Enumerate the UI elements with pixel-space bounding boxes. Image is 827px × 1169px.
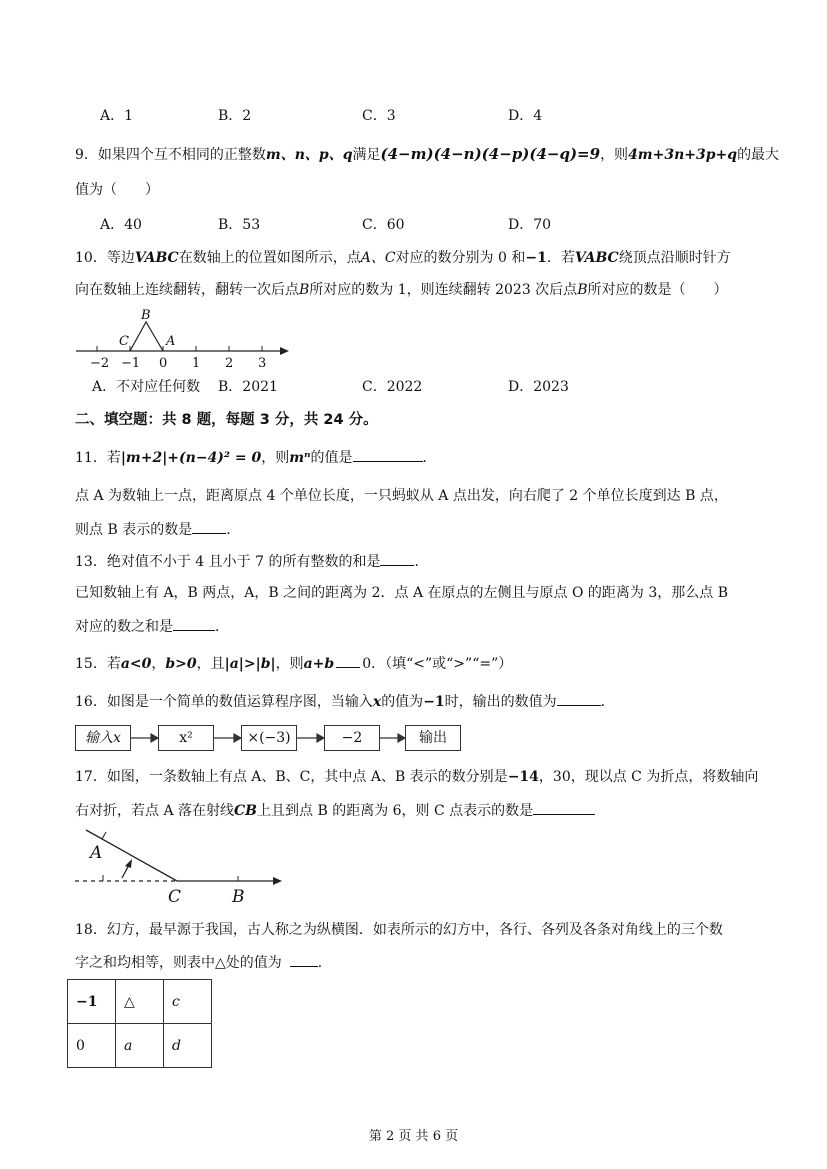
q12-text: ． [226, 522, 241, 538]
q9-text: 满足 [352, 147, 381, 163]
table-cell: 0 [68, 1024, 116, 1068]
q9-number: 9． [75, 147, 98, 163]
q10-option-c: C．2022 [362, 379, 423, 395]
flow-box-minus: −2 [324, 725, 380, 751]
q15-condition: b>0 [165, 656, 197, 672]
q15-text: ，且 [196, 656, 225, 672]
q9-line1 [75, 144, 779, 165]
q15-text: ， [151, 656, 166, 672]
tick-a [102, 832, 106, 839]
q10-text: 向在数轴上连续翻转，翻转一次后点 [75, 282, 299, 298]
q17-text: 如图，一条数轴上有点 A、B、C，其中点 A、B 表示的数分别是 [106, 769, 508, 785]
q10-point: B [299, 282, 310, 298]
q10-text: 所对应的数为 1，则连续翻转 2023 次后点 [309, 282, 578, 298]
q10-point: B [577, 282, 588, 298]
q9-option-a: A．40 [100, 217, 142, 233]
q17-line2 [75, 800, 595, 821]
q9-line2: 值为（ ） [75, 182, 159, 198]
answer-blank[interactable] [380, 551, 414, 566]
table-cell: △ [116, 980, 164, 1024]
q9-condition: (4−m)(4−n)(4−p)(4−q)=9 [380, 145, 601, 163]
flow-box-multiply: ×(−3) [241, 725, 297, 751]
q10-option-b: B．2021 [218, 379, 278, 395]
answer-blank[interactable] [192, 519, 226, 534]
point-label-a: A [166, 334, 176, 349]
q15-expression: a+b [303, 656, 335, 672]
q16 [75, 691, 615, 712]
q18-text: 字之和均相等，则表中△处的值为 [75, 955, 282, 971]
q17-line1 [75, 767, 758, 787]
q14-line2 [75, 616, 229, 637]
q18-text: ． [317, 955, 332, 971]
axis-arrow [280, 347, 289, 355]
table-cell: c [164, 980, 212, 1024]
point-label-b: B [232, 887, 245, 907]
q11 [75, 447, 437, 468]
q10-number: 10． [75, 250, 107, 266]
arrow-head [317, 734, 324, 742]
page-footer: 第 2 页 共 6 页 [368, 1129, 459, 1144]
point-label-c: C [119, 334, 129, 349]
tick-label: 1 [192, 356, 201, 371]
q17-text: ，30，现以点 C 为折点，将数轴向 [538, 769, 759, 785]
q10-value: −1 [525, 250, 547, 266]
flow-box-input: 输入x [75, 725, 131, 751]
q10-text: ．若 [546, 250, 575, 266]
section-title: 二、填空题：共 8 题，每题 3 分，共 24 分。 [75, 412, 378, 428]
q16-text: 如图是一个简单的数值运算程序图，当输入 [106, 694, 373, 710]
q8-option-a: A．1 [100, 108, 134, 124]
q16-text: 时，输出的数值为 [444, 694, 557, 710]
q10-text: 等边 [106, 250, 135, 266]
q16-value: −1 [423, 694, 445, 710]
q17-text: 右对折，若点 A 落在射线 [75, 803, 235, 819]
q14-text: ． [215, 619, 229, 635]
answer-blank[interactable] [353, 447, 423, 462]
q16-var: x [372, 694, 382, 710]
q12-text: 则点 B 表示的数是 [75, 522, 193, 538]
table-row [68, 1024, 212, 1068]
q14-line1: 已知数轴上有 A，B 两点，A，B 之间的距离为 2．点 A 在原点的左侧且与原点 O 的距离为 3，那么点 B [75, 585, 728, 601]
q10-option-a: A．不对应任何数 [92, 379, 201, 395]
point-label-a: A [90, 843, 103, 863]
q13-text: 绝对值不小于 4 且小于 7 的所有整数的和是 [106, 554, 381, 570]
answer-blank[interactable] [557, 691, 601, 706]
q9-expression: 4m+3n+3p+q [628, 147, 738, 163]
q15 [75, 653, 512, 674]
q15-condition: a<0 [120, 656, 152, 672]
q17-text: 上且到点 B 的距离为 6，则 C 点表示的数是 [257, 803, 534, 819]
q15-number: 15． [75, 656, 107, 672]
q9-text: ，则 [600, 147, 629, 163]
q8-option-c: C．3 [362, 108, 396, 124]
q11-text: ，则 [261, 450, 290, 466]
q18-number: 18． [75, 922, 107, 938]
q15-condition: |a|>|b| [224, 656, 276, 672]
q13-text: ． [414, 554, 429, 570]
q17-value: −14 [507, 769, 539, 785]
q10-text: 绕顶点沿顺时针方 [618, 250, 731, 266]
q8-option-d: D．4 [508, 108, 543, 124]
point-label-c: C [168, 887, 182, 907]
q18-line1 [75, 920, 723, 940]
q16-number: 16． [75, 694, 107, 710]
answer-blank[interactable] [173, 616, 215, 631]
flow-box-square: x² [158, 725, 214, 751]
triangle-abc [130, 322, 163, 351]
q17-number: 17． [75, 769, 107, 785]
table-row [68, 980, 212, 1024]
q8-option-b: B．2 [218, 108, 252, 124]
q10-line2 [75, 280, 727, 300]
q11-expression: |m+2|+(n−4)² = 0 [120, 450, 262, 466]
q10-points: A、C [360, 250, 396, 266]
q13-number: 13． [75, 554, 107, 570]
q12-line1: 点 A 为数轴上一点，距离原点 4 个单位长度，一只蚂蚁从 A 点出发，向右爬了 2 个单位长度到达 B 点， [75, 488, 728, 504]
q10-option-d: D．2023 [508, 379, 569, 395]
q18-text: 幻方，最早源于我国，古人称之为纵横图．如表所示的幻方中，各行、各列及各条对角线上的三个数 [106, 922, 723, 938]
axis-arrow [273, 877, 282, 885]
arrow-head [398, 734, 405, 742]
q9-option-c: C．60 [362, 217, 405, 233]
magic-square-table [67, 979, 212, 1068]
tick-label: −2 [90, 356, 110, 371]
q10-number-line-figure [70, 305, 295, 373]
flow-box-output: 输出 [405, 725, 461, 751]
q10-triangle: VABC [134, 250, 179, 266]
q17-ray: CB [234, 803, 257, 819]
q9-text: 如果四个互不相同的正整数 [97, 147, 266, 163]
q17-fold-figure [70, 826, 290, 908]
arrow-head [151, 734, 158, 742]
q10-text: 在数轴上的位置如图所示，点 [178, 250, 361, 266]
answer-blank[interactable] [533, 800, 595, 815]
tick-label: 3 [258, 356, 267, 371]
q12-line2 [75, 519, 240, 540]
table-cell: −1 [68, 980, 116, 1024]
tick-label: −1 [121, 356, 141, 371]
q11-number: 11． [75, 450, 107, 466]
table-cell: d [164, 1024, 212, 1068]
answer-blank[interactable] [336, 653, 360, 668]
arrow-head [234, 734, 241, 742]
q13 [75, 551, 428, 572]
q11-text: 若 [106, 450, 121, 466]
tick-label: 0 [159, 356, 168, 371]
flow-arrows [131, 731, 406, 745]
q9-option-b: B．53 [218, 217, 261, 233]
q15-text: ，则 [275, 656, 304, 672]
q16-text: ． [600, 694, 615, 710]
fold-arrow-head [125, 859, 132, 868]
q18-line2 [75, 952, 332, 973]
q11-text: ． [422, 450, 437, 466]
point-label-b: B [141, 308, 151, 323]
q11-power: mⁿ [289, 450, 311, 466]
tick-label: 2 [225, 356, 234, 371]
q9-vars: m、n、p、q [265, 147, 353, 163]
answer-blank[interactable] [290, 952, 318, 967]
table-cell: a [116, 1024, 164, 1068]
q10-line1 [75, 248, 731, 268]
q11-text: 的值是 [310, 450, 353, 466]
q16-text: 的值为 [381, 694, 424, 710]
q14-text: 对应的数之和是 [75, 619, 173, 635]
q9-text: 的最大 [737, 147, 780, 163]
q10-text: 对应的数分别为 0 和 [395, 250, 526, 266]
q15-text: 若 [106, 656, 121, 672]
q15-text: 0．（填“<”或“>”“=”） [362, 656, 513, 672]
q10-triangle: VABC [574, 250, 619, 266]
q10-text: 所对应的数是（ ） [587, 282, 728, 298]
q9-option-d: D．70 [508, 217, 552, 233]
